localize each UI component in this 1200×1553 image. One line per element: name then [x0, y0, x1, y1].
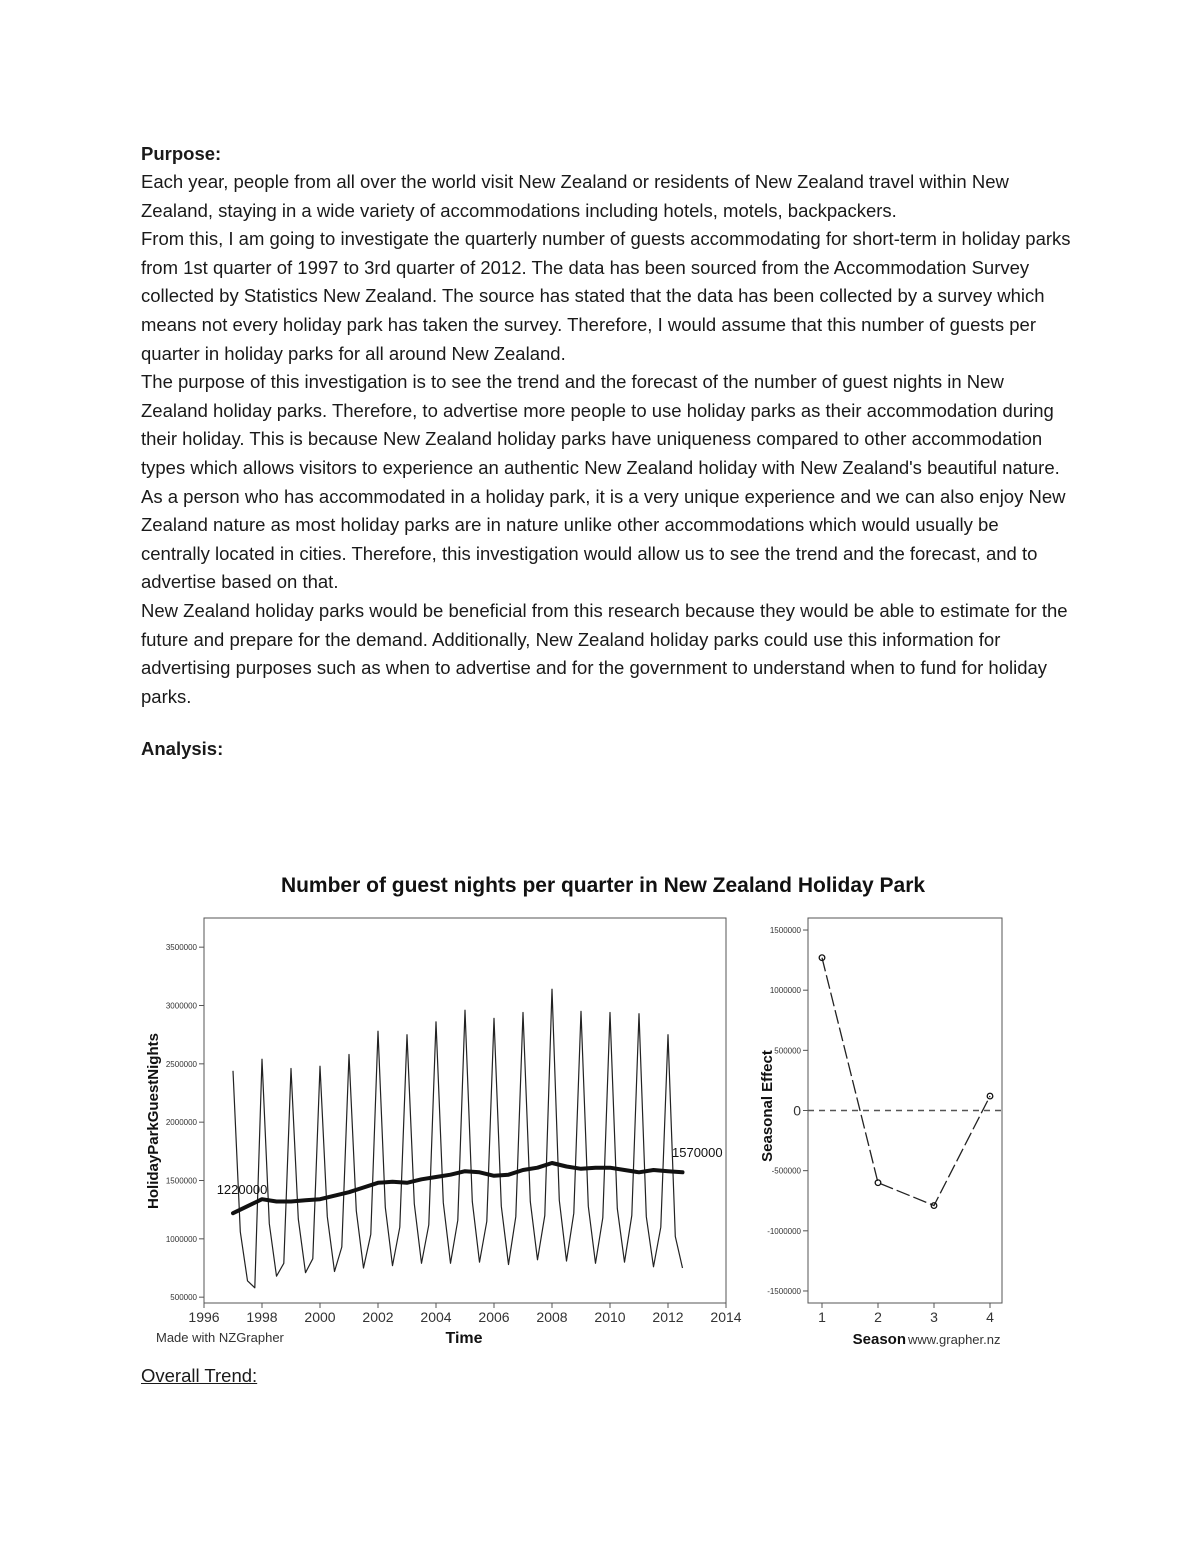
main-x-axis — [188, 1303, 741, 1325]
main-plot-frame — [204, 918, 726, 1303]
purpose-paragraph-3: The purpose of this investigation is to see the trend and the forecast of the number of guest nights in New Zealand holiday parks. Therefore, to advertise more people to use holiday parks as their accommodation during their holiday. This is because New Zealand holiday parks have uniqueness compared to other accommodation types which allows visitors to experience an authentic New Zealand holiday with New Zealand's beautiful nature. As a person who has accommodated in a holiday park, it is a very unique experience and we can also enjoy New Zealand nature as most holiday parks are in nature unlike other accommodations which would usually be centrally located in cities. Therefore, this investigation would allow us to see the trend and the forecast, and to advertise based on that. — [141, 371, 1066, 593]
main-y-tick-label: 1500000 — [165, 1176, 197, 1186]
trend-start-label: 1220000 — [216, 1182, 268, 1197]
main-y-axis — [166, 943, 204, 1302]
main-x-tick-label: 1998 — [246, 1309, 278, 1325]
main-y-tick-label: 2500000 — [165, 1059, 197, 1069]
main-plot-area — [233, 989, 683, 1288]
main-x-tick-label: 2012 — [652, 1309, 684, 1325]
document-body — [141, 140, 1071, 763]
raw-data-line — [233, 989, 683, 1288]
main-y-tick-label: 3000000 — [165, 1001, 197, 1011]
main-x-tick-label: 2006 — [478, 1309, 510, 1325]
overall-trend-heading: Overall Trend: — [141, 1365, 258, 1386]
seasonal-x-tick-label: 1 — [818, 1309, 826, 1325]
main-footnote: Made with NZGrapher — [156, 1330, 284, 1345]
main-y-tick-label: 3500000 — [165, 943, 197, 953]
main-x-tick-label: 2014 — [710, 1309, 742, 1325]
main-x-tick-label: 2002 — [362, 1309, 394, 1325]
seasonal-x-axis — [818, 1303, 994, 1325]
main-x-tick-label: 2010 — [594, 1309, 626, 1325]
purpose-paragraph-4: New Zealand holiday parks would be beneficial from this research because they would be able to estimate for the future and prepare for the demand. Additionally, New Zealand holiday parks could use this information for advertising purposes such as when to advertise and for the government to understand when to fund for holiday parks. — [141, 599, 1068, 707]
charts-svg — [140, 866, 1070, 1356]
seasonal-y-tick-label: 500000 — [774, 1046, 801, 1056]
seasonal-x-tick-label: 4 — [986, 1309, 994, 1325]
seasonal-footnote: www.grapher.nz — [908, 1332, 1001, 1347]
seasonal-x-tick-label: 3 — [930, 1309, 938, 1325]
seasonal-point — [987, 1093, 993, 1099]
analysis-figure — [140, 866, 1070, 1356]
seasonal-x-axis-label: Season — [852, 1331, 906, 1348]
chart-title: Number of guest nights per quarter in New Zealand Holiday Park — [280, 874, 926, 897]
main-x-tick-label: 2000 — [304, 1309, 336, 1325]
seasonal-y-tick-label: -500000 — [771, 1166, 801, 1176]
seasonal-y-axis-label: Seasonal Effect — [759, 1050, 776, 1162]
main-y-tick-label: 2000000 — [165, 1118, 197, 1128]
main-y-axis-label: HolidayParkGuestNights — [145, 1033, 162, 1209]
main-x-axis-label: Time — [445, 1330, 483, 1347]
seasonal-y-tick-label: 1000000 — [769, 986, 801, 996]
seasonal-y-tick-label: 1500000 — [769, 926, 801, 936]
seasonal-plot-frame — [808, 918, 1002, 1303]
seasonal-x-tick-label: 2 — [874, 1309, 882, 1325]
main-x-tick-label: 2008 — [536, 1309, 568, 1325]
purpose-paragraph-2: From this, I am going to investigate the quarterly number of guests accommodating for short-term in holiday parks from 1st quarter of 1997 to 3rd quarter of 2012. The data has been sourced from the Accommodation Survey collected by Statistics New Zealand. The source has stated that the data has been collected by a survey which means not every holiday park has taken the survey. Therefore, I would assume that this number of guests per quarter in holiday parks for all around New Zealand. — [141, 228, 1071, 364]
seasonal-y-tick-label: 0 — [793, 1102, 801, 1119]
seasonal-y-tick-label: -1500000 — [767, 1286, 801, 1296]
main-y-tick-label: 500000 — [170, 1293, 197, 1303]
main-y-tick-label: 1000000 — [165, 1234, 197, 1244]
analysis-heading: Analysis: — [141, 738, 224, 760]
seasonal-effect-line — [822, 958, 990, 1206]
seasonal-plot-area — [808, 955, 1002, 1208]
main-x-tick-label: 1996 — [188, 1309, 220, 1325]
purpose-paragraph-1: Each year, people from all over the world visit New Zealand or residents of New Zealand travel within New Zealand, staying in a wide variety of accommodations including hotels, motels, backpackers. — [141, 171, 1009, 221]
seasonal-y-tick-label: -1000000 — [767, 1226, 801, 1236]
purpose-heading: Purpose: — [141, 143, 222, 164]
main-x-tick-label: 2004 — [420, 1309, 452, 1325]
trend-end-label: 1570000 — [672, 1145, 723, 1160]
